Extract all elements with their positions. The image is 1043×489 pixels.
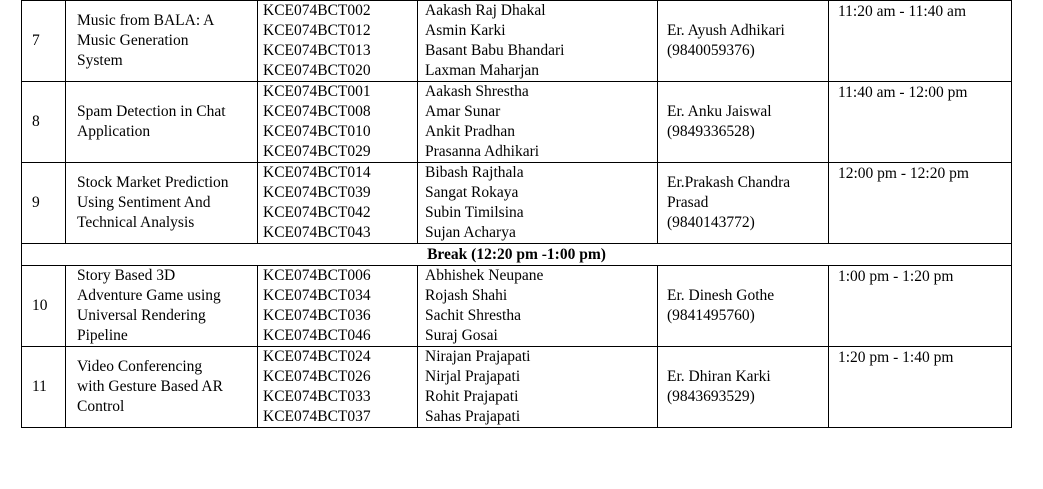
roll-number: KCE074BCT037 [263,408,371,425]
project-title-line: Music Generation [77,32,189,49]
supervisor [658,347,829,428]
supervisor-line: Er. Dhiran Karki [667,368,771,385]
student-names [418,266,658,347]
schedule-row [22,347,1012,428]
student-name: Bibash Rajthala [425,164,524,181]
student-name: Aakash Shrestha [425,83,529,100]
roll-numbers [258,1,418,82]
supervisor-line: (9849336528) [667,123,755,140]
student-name: Suraj Gosai [425,327,498,344]
roll-numbers [258,347,418,428]
project-title-line: Application [77,123,151,140]
student-names [418,82,658,163]
serial-number: 8 [22,82,66,163]
supervisor-line: (9840143772) [667,214,755,231]
student-name: Sujan Acharya [425,224,516,241]
student-name: Prasanna Adhikari [425,143,540,160]
project-title [66,1,258,82]
roll-number: KCE074BCT026 [263,368,371,385]
project-title [66,163,258,244]
roll-numbers [258,163,418,244]
roll-numbers [258,82,418,163]
project-title-line: Technical Analysis [77,214,195,231]
roll-number: KCE074BCT013 [263,42,371,59]
roll-number: KCE074BCT008 [263,103,371,120]
supervisor [658,266,829,347]
roll-number: KCE074BCT014 [263,164,371,181]
supervisor-line: Er. Ayush Adhikari [667,22,785,39]
project-title-line: with Gesture Based AR [77,378,223,395]
student-name: Nirajan Prajapati [425,348,531,365]
roll-number: KCE074BCT024 [263,348,371,365]
student-name: Abhishek Neupane [425,267,544,284]
time-slot: 1:00 pm - 1:20 pm [829,266,1012,347]
project-title-line: System [77,52,123,69]
project-title-line: Video Conferencing [77,358,203,375]
schedule-body [22,1,1012,428]
serial-number: 9 [22,163,66,244]
student-name: Sangat Rokaya [425,184,519,201]
roll-number: KCE074BCT039 [263,184,371,201]
schedule-row [22,163,1012,244]
student-name: Sahas Prajapati [425,408,521,425]
time-slot: 1:20 pm - 1:40 pm [829,347,1012,428]
student-name: Amar Sunar [425,103,501,120]
student-names [418,163,658,244]
supervisor-line: Prasad [667,194,709,211]
supervisor-line: Er. Dinesh Gothe [667,287,775,304]
serial-number: 10 [22,266,66,347]
schedule-row [22,1,1012,82]
schedule-row [22,82,1012,163]
serial-number: 11 [22,347,66,428]
roll-number: KCE074BCT029 [263,143,371,160]
roll-numbers [258,266,418,347]
student-names [418,1,658,82]
student-name: Nirjal Prajapati [425,368,521,385]
roll-number: KCE074BCT036 [263,307,371,324]
time-slot: 12:00 pm - 12:20 pm [829,163,1012,244]
roll-number: KCE074BCT033 [263,388,371,405]
roll-number: KCE074BCT002 [263,2,371,19]
supervisor-line: (9843693529) [667,388,755,405]
student-name: Asmin Karki [425,22,506,39]
student-name: Basant Babu Bhandari [425,42,565,59]
project-title-line: Using Sentiment And [77,194,211,211]
project-title-line: Spam Detection in Chat [77,103,226,120]
roll-number: KCE074BCT001 [263,83,371,100]
supervisor-line: Er.Prakash Chandra [667,174,791,191]
project-title-line: Control [77,398,125,415]
project-title [66,266,258,347]
roll-number: KCE074BCT034 [263,287,371,304]
roll-number: KCE074BCT046 [263,327,371,344]
roll-number: KCE074BCT042 [263,204,371,221]
project-title-line: Stock Market Prediction [77,174,229,191]
project-title-line: Universal Rendering [77,307,206,324]
student-names [418,347,658,428]
project-title-line: Adventure Game using [77,287,221,304]
time-slot: 11:40 am - 12:00 pm [829,82,1012,163]
roll-number: KCE074BCT010 [263,123,371,140]
supervisor-line: (9840059376) [667,42,755,59]
roll-number: KCE074BCT043 [263,224,371,241]
supervisor [658,1,829,82]
supervisor-line: Er. Anku Jaiswal [667,103,772,120]
project-title-line: Music from BALA: A [77,12,215,29]
project-title [66,347,258,428]
student-name: Subin Timilsina [425,204,524,221]
break-label: Break (12:20 pm -1:00 pm) [22,244,1012,266]
roll-number: KCE074BCT012 [263,22,371,39]
time-slot: 11:20 am - 11:40 am [829,1,1012,82]
roll-number: KCE074BCT006 [263,267,371,284]
student-name: Rohit Prajapati [425,388,519,405]
student-name: Rojash Shahi [425,287,508,304]
student-name: Laxman Maharjan [425,62,540,79]
supervisor-line: (9841495760) [667,307,755,324]
presentation-schedule-table [21,0,1012,428]
project-title-line: Story Based 3D [77,267,176,284]
schedule-row [22,266,1012,347]
roll-number: KCE074BCT020 [263,62,371,79]
student-name: Aakash Raj Dhakal [425,2,546,19]
student-name: Ankit Pradhan [425,123,515,140]
supervisor [658,82,829,163]
serial-number: 7 [22,1,66,82]
student-name: Sachit Shrestha [425,307,521,324]
supervisor [658,163,829,244]
break-row [22,244,1012,266]
project-title [66,82,258,163]
project-title-line: Pipeline [77,327,128,344]
